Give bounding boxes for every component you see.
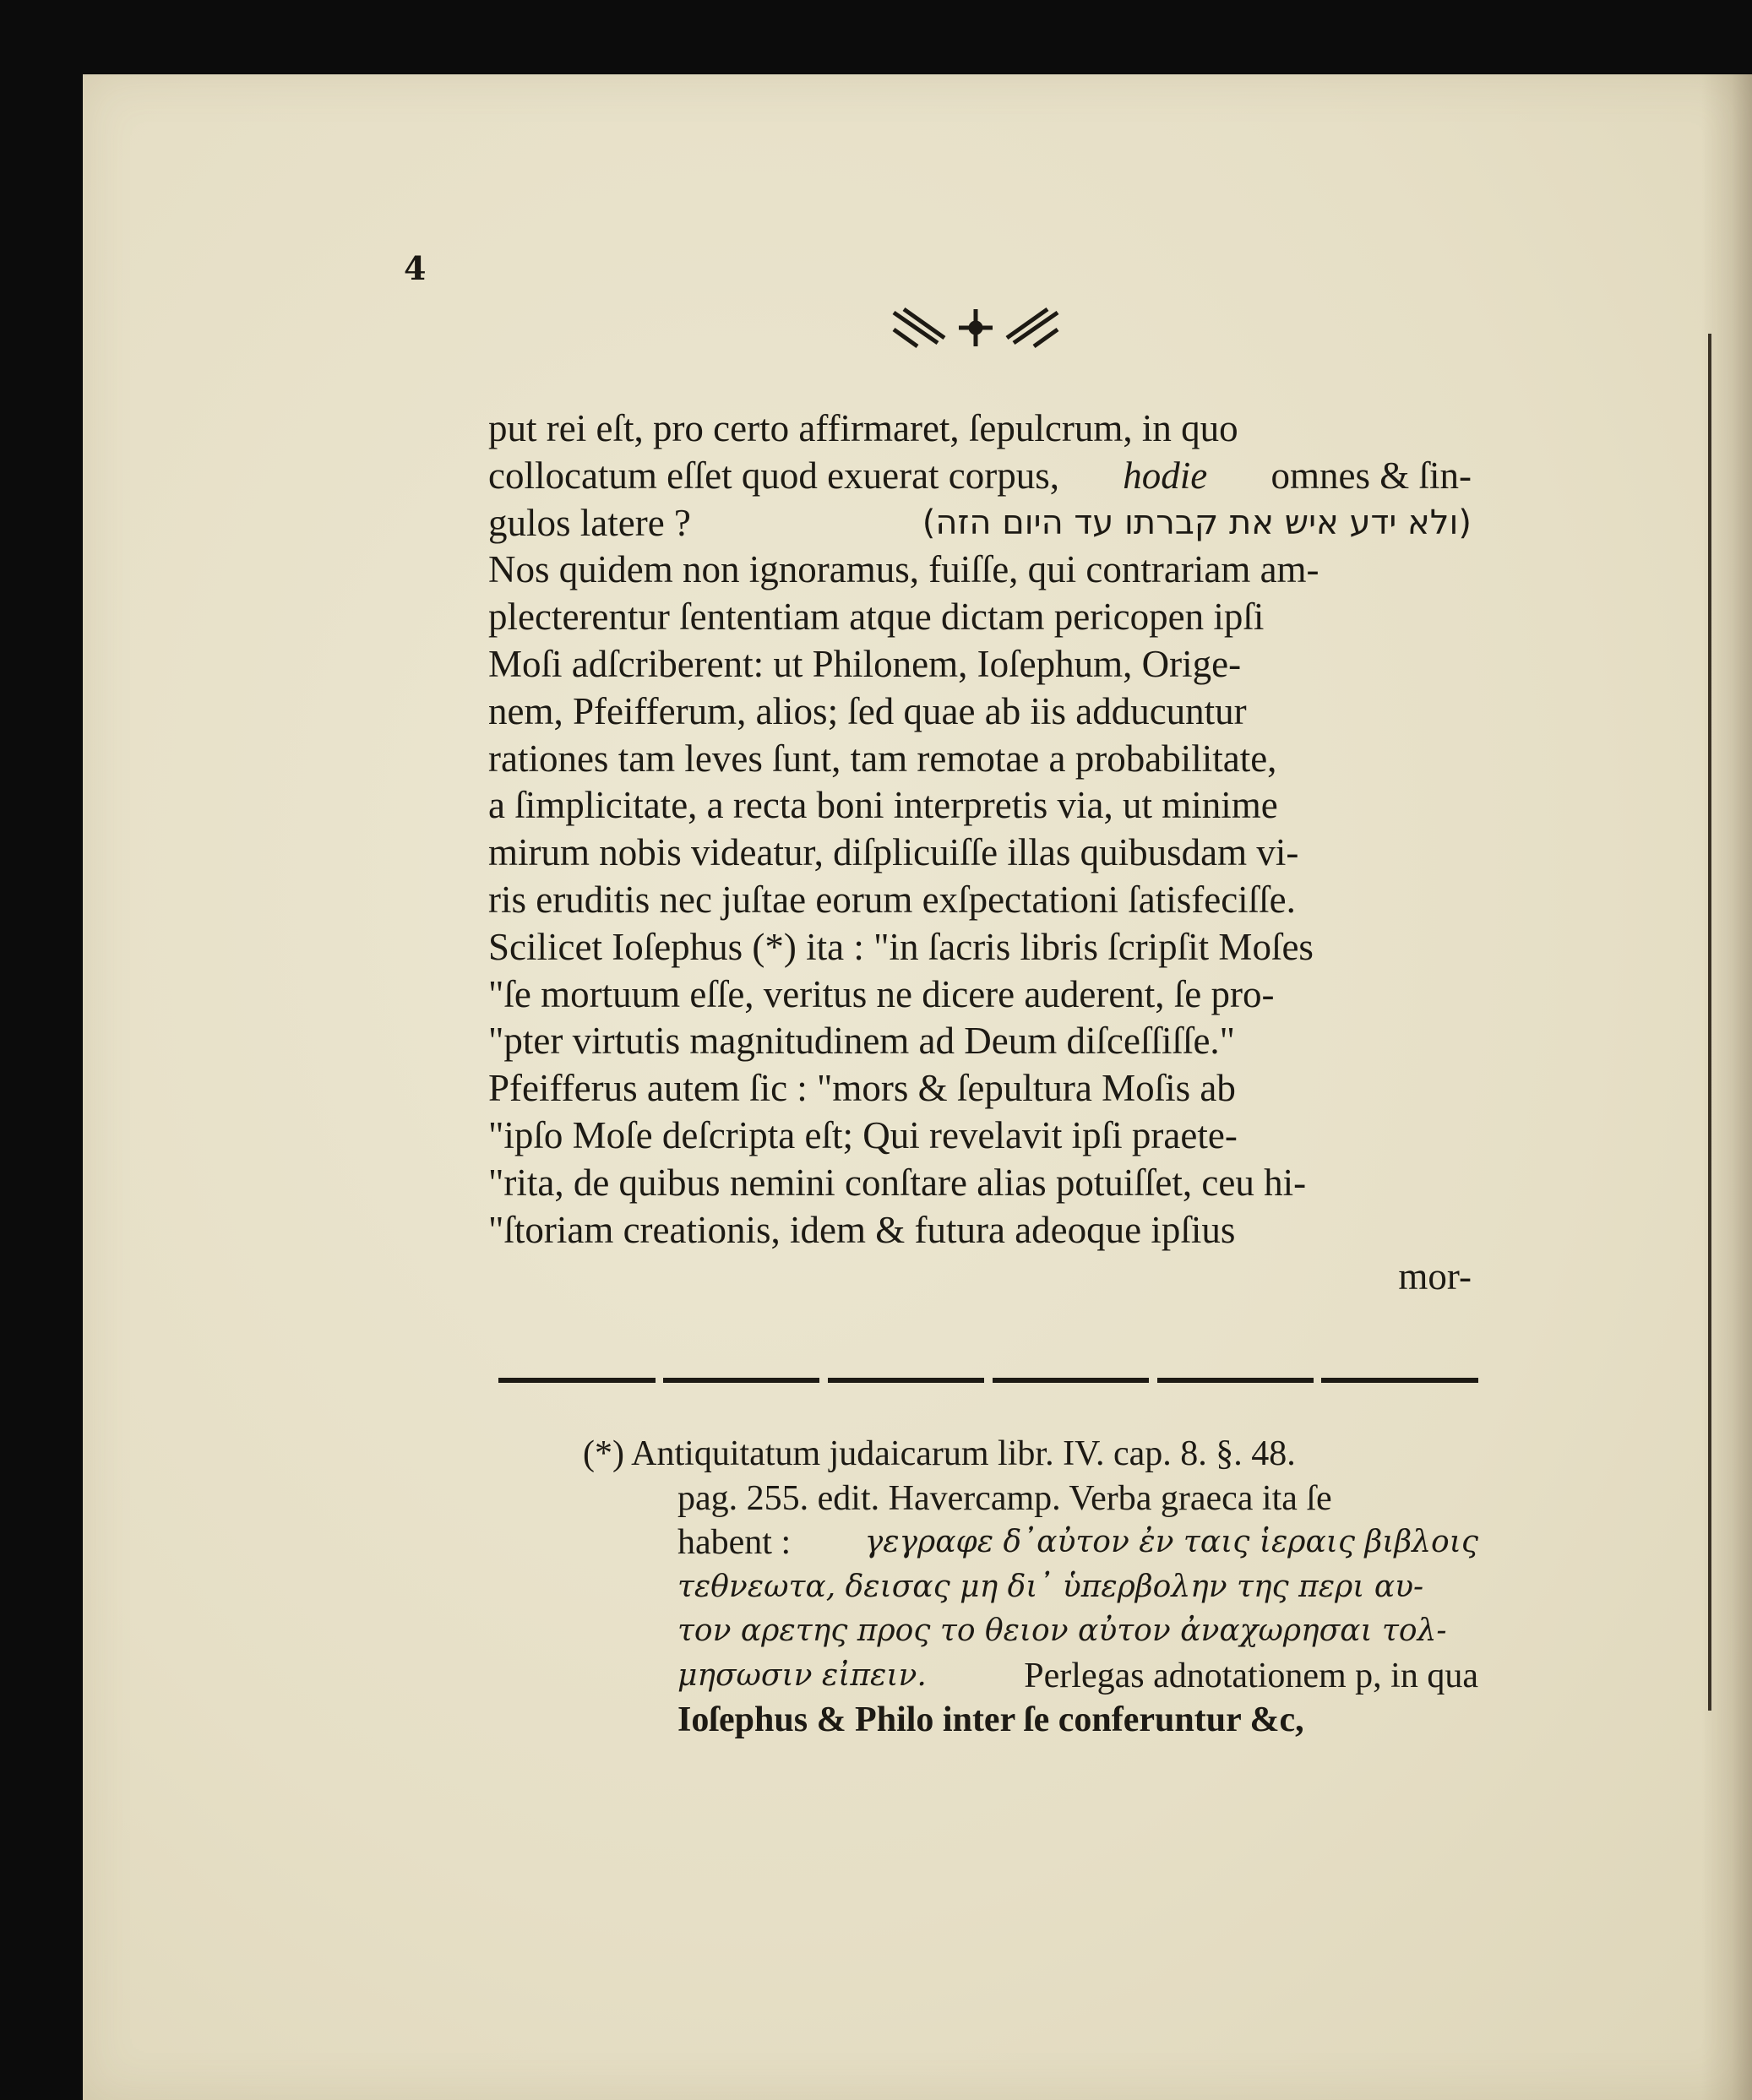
footnote-block	[583, 1432, 1478, 1743]
footnote-line: μησωσιν εἰπειν. Perlegas adnotationem p, in qua	[583, 1654, 1478, 1699]
text-line: plecterentur ſententiam atque dictam pericopen ipſi	[488, 596, 1265, 639]
text-line: put rei eſt, pro certo affirmaret, ſepulcrum, in quo	[488, 407, 1238, 449]
ornament-icon	[887, 304, 1064, 351]
text-line: "ſtoriam creationis, idem & futura adeoque ipſius	[488, 1208, 1236, 1251]
text-line: "ipſo Moſe deſcripta eſt; Qui revelavit ipſi praete-	[488, 1113, 1238, 1156]
footnote-rule	[498, 1377, 1478, 1384]
greek-quote: τεθνεωτα, δεισας μη δι᾽ ὑπερβολην της περι αυ-	[677, 1569, 1424, 1604]
footnote-line: Ioſephus & Philo inter ſe conferuntur &c,	[677, 1700, 1304, 1739]
italic-word: hodie	[1123, 454, 1208, 497]
text-line: Moſi adſcriberent: ut Philonem, Ioſephum, Orige-	[488, 642, 1242, 685]
text-line: Pfeifferus autem ſic : "mors & ſepultura Moſis ab	[488, 1067, 1236, 1110]
text-line: Scilicet Ioſephus (*) ita : "in ſacris libris ſcripſit Moſes	[488, 925, 1314, 968]
footnote-line: habent : γεγραφε δ᾽αὐτον ἐν ταις ἱεραις βιβλοις	[583, 1521, 1478, 1565]
catchword: mor-	[1398, 1255, 1472, 1298]
text-line: gulos latere ? (ולא ידע איש את קברתו עד היום הזה)	[488, 500, 1472, 547]
page-edge-line	[1708, 334, 1711, 1711]
main-text-block	[488, 405, 1472, 1301]
text-line: Nos quidem non ignoramus, fuiſſe, qui contrariam am-	[488, 548, 1319, 591]
text-line: collocatum eſſet quod exuerat corpus, hodie omnes & ſin-	[488, 453, 1472, 500]
page-number: 4	[404, 249, 427, 287]
footnote-line: (*) Antiquitatum judaicarum libr. IV. cap. 8. §. 48.	[583, 1434, 1296, 1473]
footnote-line	[583, 1609, 1478, 1654]
text-line: rationes tam leves ſunt, tam remotae a probabilitate,	[488, 737, 1277, 780]
greek-quote: τον αρετης προς το θειον αὐτον ἀναχωρησαι τολ-	[677, 1613, 1447, 1648]
greek-quote: μησωσιν εἰπειν.	[677, 1657, 927, 1693]
greek-quote: γεγραφε δ᾽αὐτον ἐν ταις ἱεραις βιβλοις	[864, 1525, 1478, 1559]
text-line: mirum nobis videatur, diſplicuiſſe illas quibusdam vi-	[488, 831, 1299, 874]
footnote-line	[583, 1565, 1478, 1610]
hebrew-quote: (ולא ידע איש את קברתו עד היום הזה)	[922, 503, 1472, 542]
text-line: a ſimplicitate, a recta boni interpretis via, ut minime	[488, 784, 1278, 827]
text-line: "ſe mortuum eſſe, veritus ne dicere auderent, ſe pro-	[488, 972, 1275, 1015]
footnote-line: pag. 255. edit. Havercamp. Verba graeca ita ſe	[677, 1478, 1332, 1518]
text-line: nem, Pfeifferum, alios; ſed quae ab iis adducuntur	[488, 689, 1247, 732]
text-line: "pter virtutis magnitudinem ad Deum diſceſſiſſe."	[488, 1020, 1236, 1063]
text-line: "rita, de quibus nemini conſtare alias potuiſſet, ceu hi-	[488, 1161, 1307, 1204]
text-line: ris eruditis nec juſtae eorum exſpectationi ſatisfeciſſe.	[488, 878, 1296, 921]
